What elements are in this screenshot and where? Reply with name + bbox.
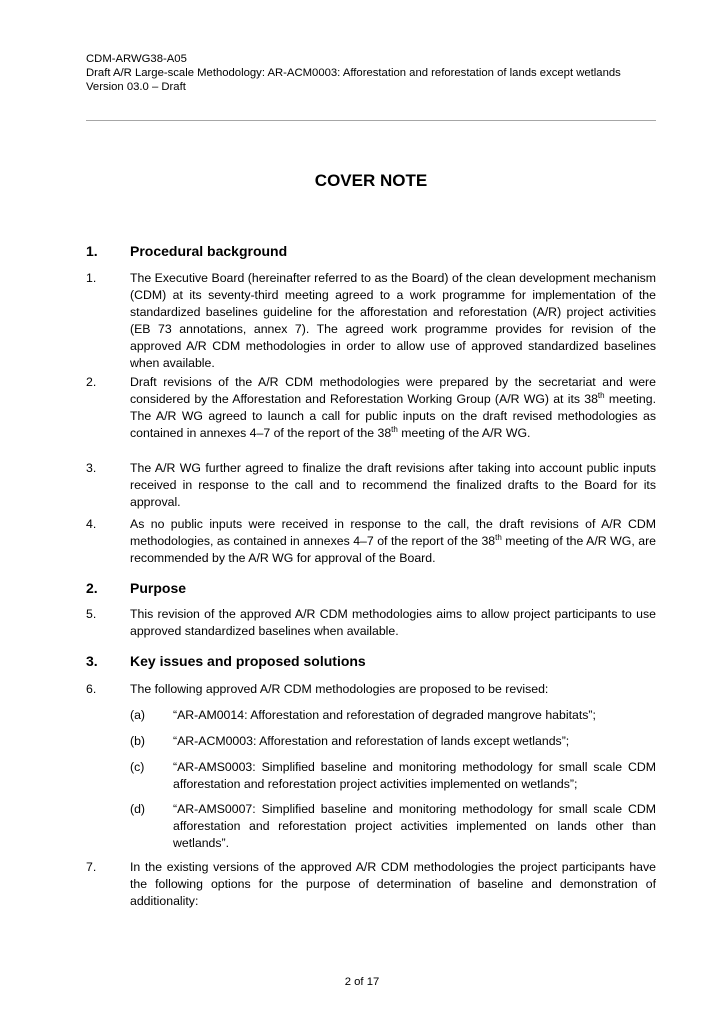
list-item-label: (d) xyxy=(130,802,146,816)
document-id: CDM-ARWG38-A05 xyxy=(86,53,187,65)
paragraph-1 xyxy=(86,270,656,371)
paragraph-text: The Executive Board (hereinafter referred to as the Board) of the clean development mechanism (CDM) at its seventy-third meeting agreed to a work programme for implementation of the standardized baselines guideline for the afforestation and reforestation (A/R) project activities (EB 73 annotations, annex 7). The agreed work programme provides for revision of the approved A/R CDM methodologies in order to allow use of approved standardized baselines when available. xyxy=(130,271,656,370)
paragraph-text: Draft revisions of the A/R CDM methodologies were prepared by the secretariat and were considered by the Afforestation and Reforestation Working Group (A/R WG) at its 38th meeting. The A/R WG agreed to launch a call for public inputs on the draft revised methodologies as contained in annexes 4–7 of the report of the 38th meeting of the A/R WG. xyxy=(130,375,656,440)
section-title: Procedural background xyxy=(130,243,288,259)
list-item-label: (b) xyxy=(130,734,146,748)
paragraph-number: 7. xyxy=(86,860,97,874)
paragraph-number: 2. xyxy=(86,375,97,389)
paragraph-text: This revision of the approved A/R CDM methodologies aims to allow project participants to use approved standardized baselines when available. xyxy=(130,607,656,638)
list-item-b xyxy=(130,733,656,750)
document-header xyxy=(86,52,656,94)
page-number: 2 of 17 xyxy=(344,976,380,988)
list-item-text: “AR-ACM0003: Afforestation and reforestation of lands except wetlands”; xyxy=(173,734,570,748)
list-item-label: (c) xyxy=(130,760,145,774)
paragraph-7 xyxy=(86,859,656,910)
paragraph-text: In the existing versions of the approved A/R CDM methodologies the project participants have the following options for the purpose of determination of baseline and demonstration of additionality: xyxy=(130,860,656,908)
paragraph-number: 1. xyxy=(86,271,97,285)
paragraph-6 xyxy=(86,681,656,698)
paragraph-2 xyxy=(86,374,656,442)
list-item-c xyxy=(130,759,656,793)
document-version: Version 03.0 – Draft xyxy=(86,81,186,93)
list-item-label: (a) xyxy=(130,708,146,722)
list-item-text: “AR-AMS0007: Simplified baseline and monitoring methodology for small scale CDM afforestation and reforestation project activities implemented on lands other than wetlands”. xyxy=(173,802,656,850)
paragraph-text: The following approved A/R CDM methodologies are proposed to be revised: xyxy=(130,682,549,696)
paragraph-number: 5. xyxy=(86,607,97,621)
section-number: 2. xyxy=(86,580,98,596)
paragraph-5 xyxy=(86,606,656,640)
paragraph-number: 4. xyxy=(86,517,97,531)
list-item-text: “AR-AM0014: Afforestation and reforestation of degraded mangrove habitats”; xyxy=(173,708,596,722)
paragraph-number: 3. xyxy=(86,461,97,475)
section-title: Key issues and proposed solutions xyxy=(130,653,366,669)
paragraph-number: 6. xyxy=(86,682,97,696)
page-title: COVER NOTE xyxy=(314,171,428,190)
list-item-a xyxy=(130,707,656,724)
paragraph-4 xyxy=(86,516,656,567)
section-number: 1. xyxy=(86,243,98,259)
paragraph-3 xyxy=(86,460,656,511)
list-item-text: “AR-AMS0003: Simplified baseline and monitoring methodology for small scale CDM afforestation and reforestation project activities implemented on wetlands”; xyxy=(173,760,656,791)
section-title: Purpose xyxy=(130,580,187,596)
section-number: 3. xyxy=(86,653,98,669)
list-item-d xyxy=(130,801,656,852)
header-divider xyxy=(86,120,656,121)
paragraph-text: As no public inputs were received in response to the call, the draft revisions of A/R CDM methodologies, as contained in annexes 4–7 of the report of the 38th meeting of the A/R WG, are recommended by the A/R WG for approval of the Board. xyxy=(130,517,656,565)
document-title: Draft A/R Large-scale Methodology: AR-ACM0003: Afforestation and reforestation of lands except wetlands xyxy=(86,67,621,79)
paragraph-text: The A/R WG further agreed to finalize the draft revisions after taking into account public inputs received in response to the call and to recommend the finalized drafts to the Board for its approval. xyxy=(130,461,656,509)
